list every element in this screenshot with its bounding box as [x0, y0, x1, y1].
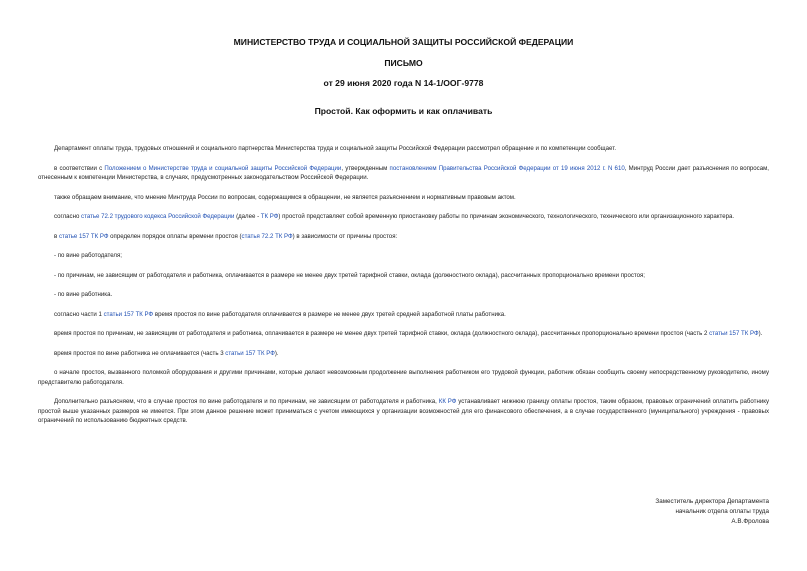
signature-name: А.В.Фролова — [731, 518, 769, 525]
link-regulation[interactable]: Положением о Министерстве труда и социальной защиты Российской Федерации — [104, 164, 342, 172]
link-article-72-2[interactable]: статья 72.2 ТК РФ — [241, 232, 293, 240]
paragraph: согласно части 1 статьи 157 ТК РФ время простоя по вине работодателя оплачивается в размере не менее двух третей средней заработной платы работника. — [54, 310, 506, 318]
link-article-157[interactable]: статьи 157 ТК РФ — [709, 330, 759, 337]
paragraph: согласно статье 72.2 трудового кодекса Российской Федерации (далее - ТК РФ) простой представляет собой временную приостановку работы по причинам экономического, технологического, технического или организационного характера. — [54, 213, 735, 220]
document-date-number: от 29 июня 2020 года N 14-1/ООГ-9778 — [323, 78, 484, 88]
document-subject: Простой. Как оформить и как оплачивать — [314, 106, 493, 116]
document-body — [38, 144, 769, 436]
link-article-157[interactable]: статье 157 ТК РФ — [58, 232, 109, 240]
ministry-title: МИНИСТЕРСТВО ТРУДА И СОЦИАЛЬНОЙ ЗАЩИТЫ РОССИЙСКОЙ ФЕДЕРАЦИИ — [233, 37, 574, 47]
paragraph: Департамент оплаты труда, трудовых отношений и социального партнерства Министерства труда и социальной защиты Российской Федерации рассмотрел обращение и по компетенции сообщает. — [54, 145, 617, 152]
paragraph: в соответствии с Положением о Министерстве труда и социальной защиты Российской Федерации, утвержденным постановлением Правительства Российской Федерации от 19 июня 2012 г. N 610, Минтруд России дает разъяснения по вопросам, отнесенным к компетенции Министерства, в случаях, предусмотренных законодательством Российской Федерации. — [38, 164, 770, 181]
link-article-157[interactable]: статьи 157 ТК РФ — [225, 349, 275, 357]
paragraph: о начале простоя, вызванного поломкой оборудования и другими причинами, которые делают невозможным продолжение выполнения работником его трудовой функции, работник обязан сообщить своему непосредственному руководителю, иному представителю работодателя. — [38, 369, 769, 386]
paragraph: время простоя по вине работника не оплачивается (часть 3 статьи 157 ТК РФ). — [54, 349, 279, 357]
paragraph: в статье 157 ТК РФ определен порядок оплаты времени простоя (статья 72.2 ТК РФ) в зависимости от причины простоя: — [54, 232, 398, 240]
link-tk-rf[interactable]: ТК РФ — [260, 213, 279, 220]
link-government-decree[interactable]: постановлением Правительства Российской Федерации от 19 июня 2012 г. N 610 — [389, 164, 625, 172]
link-article-72-2-labor-code[interactable]: статье 72.2 трудового кодекса Российской Федерации — [81, 213, 235, 220]
paragraph: также обращаем внимание, что мнение Минтруда России по вопросам, содержащимся в обращении, не является разъяснением и нормативным правовым актом. — [54, 193, 516, 201]
signature-department: начальник отдела оплаты труда — [675, 508, 769, 515]
list-item: - по вине работодателя; — [54, 252, 122, 259]
link-kk-rf[interactable]: КК РФ — [438, 398, 457, 405]
paragraph: Дополнительно разъясняем, что в случае простоя по вине работодателя и по причинам, не зависящим от работодателя и работника, КК РФ устанавливает нижнюю границу оплаты простоя, таким образом, правовых ограничений оплатить работнику простой выше указанных размеров не имеется. При этом данное решение может приниматься с учетом имеющихся у организации возможностей для его финансового обеспечения, а в случае государственного (муниципального) учреждения - правовых ограничений по использованию бюджетных средств. — [38, 398, 770, 424]
signature-position: Заместитель директора Департамента — [655, 498, 769, 505]
paragraph: время простоя по причинам, не зависящим от работодателя и работника, оплачивается в размере не менее двух третей тарифной ставки, оклада (должностного оклада), рассчитанных пропорционально времени простоя (часть 2 статьи 157 ТК РФ). — [54, 330, 763, 337]
document-type: ПИСЬМО — [384, 58, 423, 68]
list-item: - по причинам, не зависящим от работодателя и работника, оплачивается в размере не менее двух третей тарифной ставки, оклада (должностного оклада), рассчитанных пропорционально времени простоя; — [54, 271, 645, 279]
link-article-157[interactable]: статьи 157 ТК РФ — [103, 310, 154, 318]
signature-block — [655, 497, 769, 527]
list-item: - по вине работника. — [54, 291, 113, 298]
